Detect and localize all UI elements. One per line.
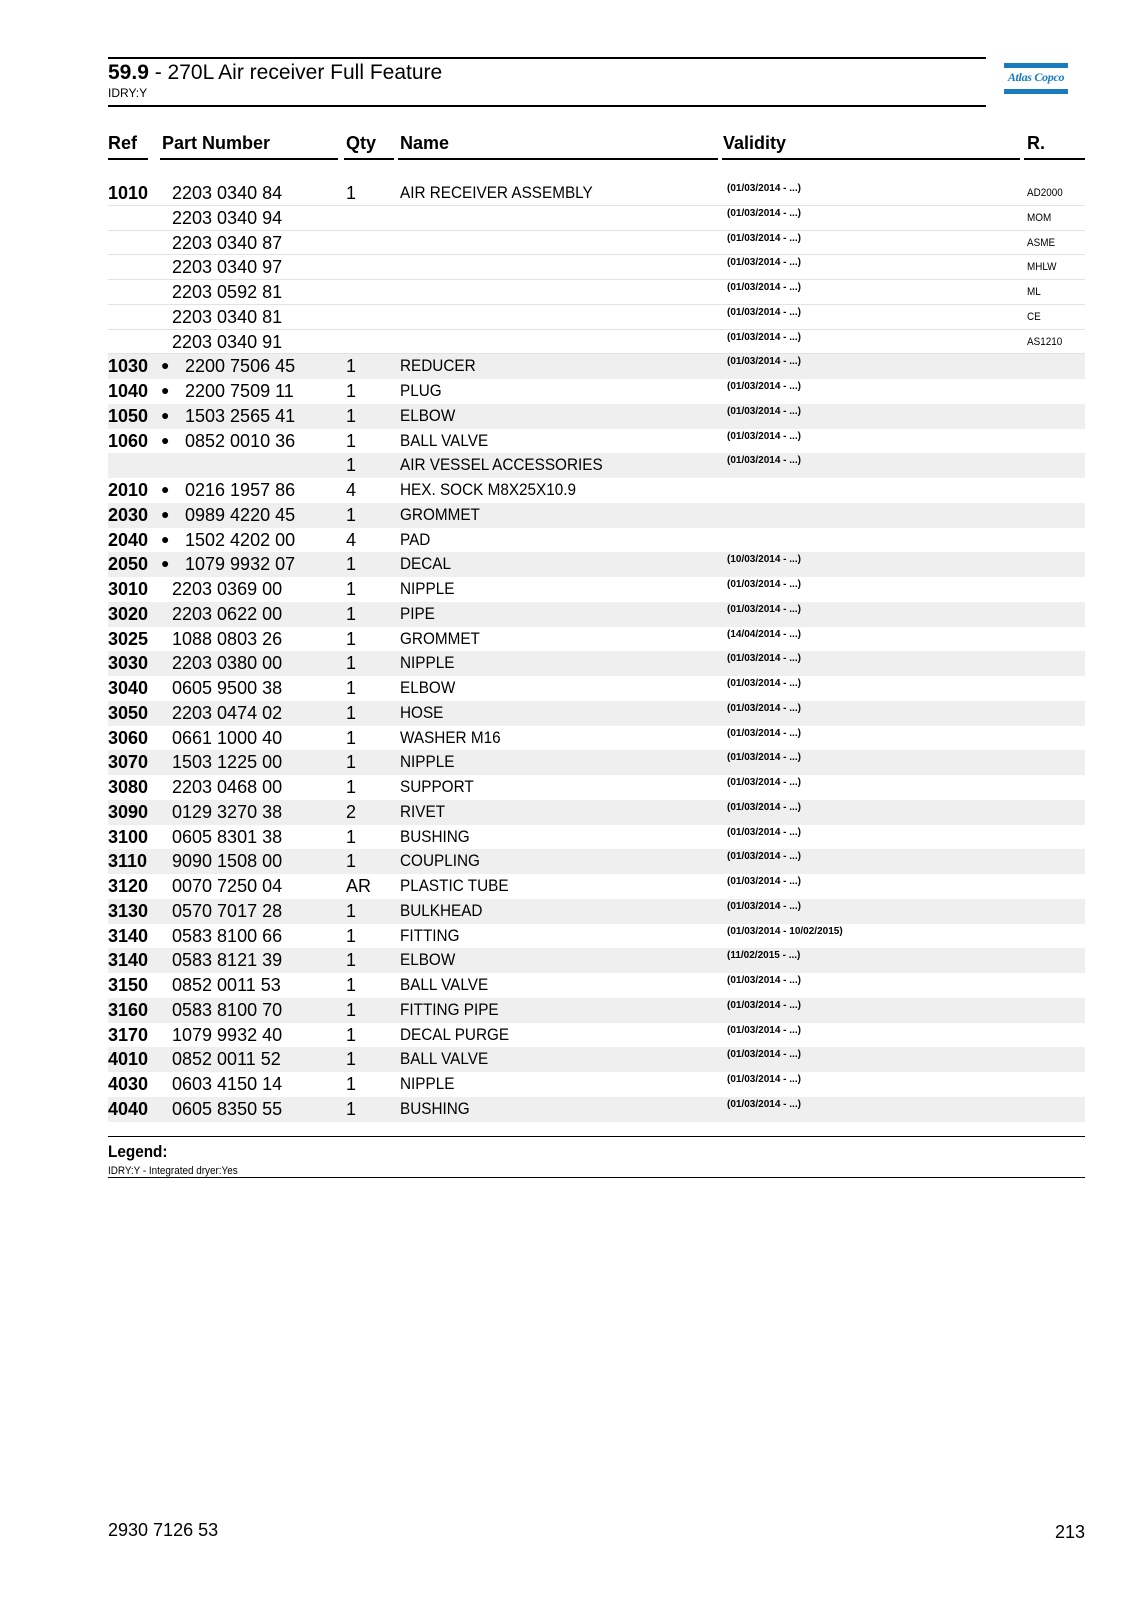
validity-cell: (01/03/2014 - ...) xyxy=(727,727,801,739)
table-row xyxy=(108,849,1085,874)
ref-cell: 2040 xyxy=(108,529,149,550)
table-row xyxy=(108,1072,1085,1097)
qty-cell: 1 xyxy=(346,603,357,624)
name-cell: AIR VESSEL ACCESSORIES xyxy=(400,455,603,475)
validity-cell: (01/03/2014 - ...) xyxy=(727,381,801,392)
ref-cell: 3160 xyxy=(108,999,149,1020)
name-cell: BALL VALVE xyxy=(400,975,489,994)
qty-cell: 1 xyxy=(346,356,357,377)
legend-top-rule xyxy=(108,1136,1085,1137)
table-row xyxy=(108,750,1085,775)
validity-cell: (01/03/2014 - ...) xyxy=(727,777,801,788)
table-row xyxy=(108,1023,1085,1048)
column-header-ref: Ref xyxy=(108,133,138,153)
ref-cell: 3120 xyxy=(108,876,149,896)
name-cell: WASHER M16 xyxy=(400,727,501,747)
name-cell: DECAL PURGE xyxy=(400,1024,510,1044)
validity-cell: (01/03/2014 - ...) xyxy=(727,851,801,863)
ref-cell: 3170 xyxy=(108,1024,149,1045)
ref-cell: 1050 xyxy=(108,405,149,426)
validity-cell: (01/03/2014 - ...) xyxy=(727,1049,801,1061)
ref-cell: 3140 xyxy=(108,950,149,971)
bullet-icon: ● xyxy=(161,431,170,448)
part-number-cell: 2203 0592 81 xyxy=(172,282,283,302)
qty-cell: 1 xyxy=(346,1098,357,1119)
validity-cell: (14/04/2014 - ...) xyxy=(727,628,801,640)
bullet-icon: ● xyxy=(161,505,170,522)
part-number-cell: 0583 8100 66 xyxy=(172,925,283,946)
name-cell: BULKHEAD xyxy=(400,900,483,920)
ref-cell: 1030 xyxy=(108,356,149,377)
table-row xyxy=(108,404,1085,429)
table-row xyxy=(108,973,1085,998)
name-cell: GROMMET xyxy=(400,504,480,524)
name-cell: BALL VALVE xyxy=(400,1049,489,1069)
table-row xyxy=(108,1097,1085,1122)
legend-title: Legend: xyxy=(108,1142,168,1161)
qty-cell: 4 xyxy=(346,529,357,550)
table-row xyxy=(108,478,1085,503)
validity-cell: (01/03/2014 - ...) xyxy=(727,653,801,665)
validity-cell: (01/03/2014 - ...) xyxy=(727,603,801,615)
ref-cell: 3020 xyxy=(108,603,149,624)
ref-cell: 3070 xyxy=(108,752,149,773)
ref-cell: 2030 xyxy=(108,504,149,525)
validity-cell: (01/03/2014 - ...) xyxy=(727,1098,801,1110)
part-number-cell: 2200 7509 11 xyxy=(185,381,294,401)
part-number-cell: 0661 1000 40 xyxy=(172,727,283,748)
page-number: 213 xyxy=(1054,1522,1085,1542)
part-number-cell: 1503 1225 00 xyxy=(172,752,283,773)
name-cell: DECAL xyxy=(400,554,452,574)
qty-cell: 1 xyxy=(346,653,357,674)
table-row xyxy=(108,800,1085,825)
name-cell: SUPPORT xyxy=(400,777,474,796)
column-header-name: Name xyxy=(400,133,450,153)
qty-cell: 1 xyxy=(346,504,357,525)
table-row xyxy=(108,874,1085,899)
table-row xyxy=(108,651,1085,676)
qty-cell: 1 xyxy=(346,999,357,1020)
validity-cell: (01/03/2014 - ...) xyxy=(727,331,801,343)
table-row xyxy=(108,429,1085,454)
qty-cell: 1 xyxy=(346,554,357,575)
part-number-cell: 0583 8100 70 xyxy=(172,999,283,1020)
table-row xyxy=(108,503,1085,528)
table-row xyxy=(108,825,1085,850)
validity-cell: (01/03/2014 - ...) xyxy=(727,257,801,269)
ref-cell: 3130 xyxy=(108,900,149,921)
ref-cell: 2010 xyxy=(108,480,149,500)
qty-cell: 1 xyxy=(346,975,357,995)
name-cell: RIVET xyxy=(400,801,446,821)
section-subtitle: IDRY:Y xyxy=(108,86,148,100)
logo-bottom-bar xyxy=(1004,89,1068,94)
qty-cell: 1 xyxy=(346,826,357,847)
part-number-cell: 0129 3270 38 xyxy=(172,801,283,822)
header-rule-validity xyxy=(722,158,1020,160)
ref-cell: 4010 xyxy=(108,1049,149,1070)
header-rule-ref xyxy=(108,158,148,160)
qty-cell: 1 xyxy=(346,752,357,773)
part-number-cell: 2203 0468 00 xyxy=(172,777,283,797)
validity-cell: (11/02/2015 - ...) xyxy=(727,950,801,962)
qty-cell: 1 xyxy=(346,183,357,203)
part-number-cell: 0070 7250 04 xyxy=(172,876,283,896)
ref-cell: 4030 xyxy=(108,1074,149,1094)
bullet-icon: ● xyxy=(161,382,170,398)
table-row xyxy=(108,280,1085,305)
part-number-cell: 2203 0340 91 xyxy=(172,331,283,352)
legend-bottom-rule xyxy=(108,1177,1085,1178)
qty-cell: 1 xyxy=(346,1024,357,1045)
validity-cell: (01/03/2014 - ...) xyxy=(727,455,801,467)
header-rule-r xyxy=(1024,158,1085,160)
part-number-cell: 0216 1957 86 xyxy=(185,480,296,500)
logo-text: Atlas Copco xyxy=(1007,70,1065,84)
qty-cell: 1 xyxy=(346,381,357,401)
atlas-copco-logo xyxy=(1004,63,1068,95)
qty-cell: 1 xyxy=(346,777,357,797)
table-row xyxy=(108,330,1085,355)
validity-cell: (01/03/2014 - ...) xyxy=(727,999,801,1011)
bullet-icon: ● xyxy=(161,555,170,572)
section-number: 59.9 xyxy=(108,61,149,84)
part-number-cell: 0605 8301 38 xyxy=(172,826,283,847)
section-title-text: - 270L Air receiver Full Feature xyxy=(148,61,443,84)
part-number-cell: 2203 0340 87 xyxy=(172,232,283,253)
validity-cell: (10/03/2014 - ...) xyxy=(727,554,801,566)
table-row xyxy=(108,627,1085,652)
validity-cell: (01/03/2014 - ...) xyxy=(727,183,801,194)
bullet-icon: ● xyxy=(161,481,170,497)
part-number-cell: 2203 0380 00 xyxy=(172,653,283,674)
document-number: 2930 7126 53 xyxy=(108,1520,219,1540)
part-number-cell: 0605 8350 55 xyxy=(172,1098,283,1119)
table-row xyxy=(108,552,1085,577)
validity-cell: (01/03/2014 - ...) xyxy=(727,826,801,838)
ref-cell: 3090 xyxy=(108,801,149,822)
part-number-cell: 0583 8121 39 xyxy=(172,950,283,971)
parts-table xyxy=(108,181,1085,1122)
name-cell: PLASTIC TUBE xyxy=(400,876,509,895)
part-number-cell: 2203 0340 81 xyxy=(172,306,283,327)
ref-cell: 3040 xyxy=(108,678,149,698)
part-number-cell: 0570 7017 28 xyxy=(172,900,283,921)
bullet-icon: ● xyxy=(161,406,170,423)
header-rule-name xyxy=(398,158,718,160)
r-cell: AS1210 xyxy=(1027,335,1063,348)
part-number-cell: 0989 4220 45 xyxy=(185,504,296,525)
column-header-qty: Qty xyxy=(346,133,377,153)
part-number-cell: 2203 0622 00 xyxy=(172,603,283,624)
part-number-cell: 0603 4150 14 xyxy=(172,1074,283,1094)
validity-cell: (01/03/2014 - ...) xyxy=(727,405,801,417)
name-cell: FITTING PIPE xyxy=(400,999,499,1019)
validity-cell: (01/03/2014 - ...) xyxy=(727,801,801,813)
part-number-cell: 0852 0011 52 xyxy=(172,1049,281,1070)
part-number-cell: 2203 0340 84 xyxy=(172,183,283,203)
r-cell: MOM xyxy=(1027,211,1052,224)
name-cell: BUSHING xyxy=(400,826,470,846)
table-row xyxy=(108,676,1085,701)
qty-cell: 4 xyxy=(346,480,357,500)
part-number-cell: 1088 0803 26 xyxy=(172,628,283,649)
qty-cell: 1 xyxy=(346,628,357,649)
validity-cell: (01/03/2014 - ...) xyxy=(727,207,801,219)
name-cell: COUPLING xyxy=(400,851,480,871)
ref-cell: 3100 xyxy=(108,826,149,847)
validity-cell: (01/03/2014 - ...) xyxy=(727,678,801,689)
table-row xyxy=(108,231,1085,256)
validity-cell: (01/03/2014 - 10/02/2015) xyxy=(727,925,843,937)
name-cell: AIR RECEIVER ASSEMBLY xyxy=(400,183,593,202)
table-row xyxy=(108,181,1085,206)
ref-cell: 3110 xyxy=(108,851,148,872)
ref-cell: 3050 xyxy=(108,702,149,723)
ref-cell: 3010 xyxy=(108,579,149,599)
column-header-part-number: Part Number xyxy=(162,133,271,153)
part-number-cell: 1079 9932 40 xyxy=(172,1024,283,1045)
ref-cell: 1040 xyxy=(108,381,149,401)
header-rule-part xyxy=(160,158,338,160)
table-row xyxy=(108,453,1085,478)
qty-cell: 1 xyxy=(346,950,357,971)
name-cell: ELBOW xyxy=(400,678,456,697)
ref-cell: 3150 xyxy=(108,975,149,995)
ref-cell: 3080 xyxy=(108,777,149,797)
ref-cell: 3060 xyxy=(108,727,149,748)
name-cell: PIPE xyxy=(400,603,435,623)
table-row xyxy=(108,602,1085,627)
table-row xyxy=(108,775,1085,800)
table-row xyxy=(108,305,1085,330)
qty-cell: 1 xyxy=(346,430,357,451)
part-number-cell: 0852 0011 53 xyxy=(172,975,281,995)
r-cell: ASME xyxy=(1027,236,1056,249)
validity-cell: (01/03/2014 - ...) xyxy=(727,1024,801,1036)
table-row xyxy=(108,998,1085,1023)
ref-cell: 3025 xyxy=(108,628,149,649)
validity-cell: (01/03/2014 - ...) xyxy=(727,752,801,764)
name-cell: PAD xyxy=(400,529,431,549)
validity-cell: (01/03/2014 - ...) xyxy=(727,232,801,244)
name-cell: NIPPLE xyxy=(400,579,455,598)
part-number-cell: 0605 9500 38 xyxy=(172,678,283,698)
name-cell: FITTING xyxy=(400,925,460,945)
qty-cell: 2 xyxy=(346,801,357,822)
validity-cell: (01/03/2014 - ...) xyxy=(727,356,801,368)
table-row xyxy=(108,255,1085,280)
qty-cell: 1 xyxy=(346,900,357,921)
name-cell: ELBOW xyxy=(400,950,456,970)
validity-cell: (01/03/2014 - ...) xyxy=(727,900,801,912)
bullet-icon: ● xyxy=(161,530,170,547)
name-cell: ELBOW xyxy=(400,405,456,425)
ref-cell: 3140 xyxy=(108,925,149,946)
part-number-cell: 2200 7506 45 xyxy=(185,356,296,377)
ref-cell: 2050 xyxy=(108,554,149,575)
name-cell: GROMMET xyxy=(400,628,480,648)
logo-top-bar xyxy=(1004,63,1068,68)
ref-cell: 1060 xyxy=(108,430,149,451)
part-number-cell: 0852 0010 36 xyxy=(185,430,296,451)
part-number-cell: 1502 4202 00 xyxy=(185,529,296,550)
validity-cell: (01/03/2014 - ...) xyxy=(727,430,801,442)
validity-cell: (01/03/2014 - ...) xyxy=(727,876,801,887)
table-row xyxy=(108,1047,1085,1072)
bullet-icon: ● xyxy=(161,357,170,374)
column-header-validity: Validity xyxy=(723,133,787,153)
name-cell: NIPPLE xyxy=(400,1074,455,1093)
part-number-cell: 2203 0474 02 xyxy=(172,702,283,723)
table-row xyxy=(108,701,1085,726)
validity-cell: (01/03/2014 - ...) xyxy=(727,975,801,986)
qty-cell: 1 xyxy=(346,851,357,872)
validity-cell: (01/03/2014 - ...) xyxy=(727,702,801,714)
validity-cell: (01/03/2014 - ...) xyxy=(727,282,801,293)
part-number-cell: 2203 0369 00 xyxy=(172,579,283,599)
table-row xyxy=(108,206,1085,231)
part-number-cell: 1503 2565 41 xyxy=(185,405,296,426)
qty-cell: 1 xyxy=(346,405,357,426)
name-cell: HEX. SOCK M8X25X10.9 xyxy=(400,480,577,499)
page-header xyxy=(108,57,986,107)
r-cell: ML xyxy=(1027,286,1041,298)
table-row xyxy=(108,726,1085,751)
part-number-cell: 1079 9932 07 xyxy=(185,554,296,575)
qty-cell: 1 xyxy=(346,678,357,698)
ref-cell: 4040 xyxy=(108,1098,149,1119)
ref-cell: 1010 xyxy=(108,183,149,203)
table-row xyxy=(108,924,1085,949)
qty-cell: 1 xyxy=(346,925,357,946)
name-cell: BALL VALVE xyxy=(400,430,489,450)
section-title xyxy=(108,61,442,85)
name-cell: BUSHING xyxy=(400,1098,470,1118)
name-cell: REDUCER xyxy=(400,356,476,376)
part-number-cell: 9090 1508 00 xyxy=(172,851,283,872)
table-row xyxy=(108,948,1085,973)
table-row xyxy=(108,577,1085,602)
name-cell: NIPPLE xyxy=(400,752,455,772)
qty-cell: 1 xyxy=(346,455,357,476)
part-number-cell: 2203 0340 97 xyxy=(172,257,283,278)
header-rule-qty xyxy=(344,158,394,160)
table-row xyxy=(108,379,1085,404)
qty-cell: 1 xyxy=(346,727,357,748)
table-row xyxy=(108,354,1085,379)
r-cell: MHLW xyxy=(1027,261,1057,274)
column-header-r: R. xyxy=(1027,133,1045,153)
r-cell: AD2000 xyxy=(1027,187,1063,199)
validity-cell: (01/03/2014 - ...) xyxy=(727,1074,801,1085)
name-cell: NIPPLE xyxy=(400,653,455,673)
r-cell: CE xyxy=(1027,310,1041,323)
table-row xyxy=(108,899,1085,924)
ref-cell: 3030 xyxy=(108,653,149,674)
name-cell: PLUG xyxy=(400,381,442,400)
legend-text: IDRY:Y - Integrated dryer:Yes xyxy=(108,1165,238,1177)
name-cell: HOSE xyxy=(400,702,444,722)
validity-cell: (01/03/2014 - ...) xyxy=(727,306,801,318)
qty-cell: 1 xyxy=(346,1074,357,1094)
qty-cell: 1 xyxy=(346,1049,357,1070)
qty-cell: AR xyxy=(346,876,372,896)
part-number-cell: 2203 0340 94 xyxy=(172,207,283,228)
qty-cell: 1 xyxy=(346,702,357,723)
qty-cell: 1 xyxy=(346,579,357,599)
validity-cell: (01/03/2014 - ...) xyxy=(727,579,801,590)
table-row xyxy=(108,528,1085,553)
